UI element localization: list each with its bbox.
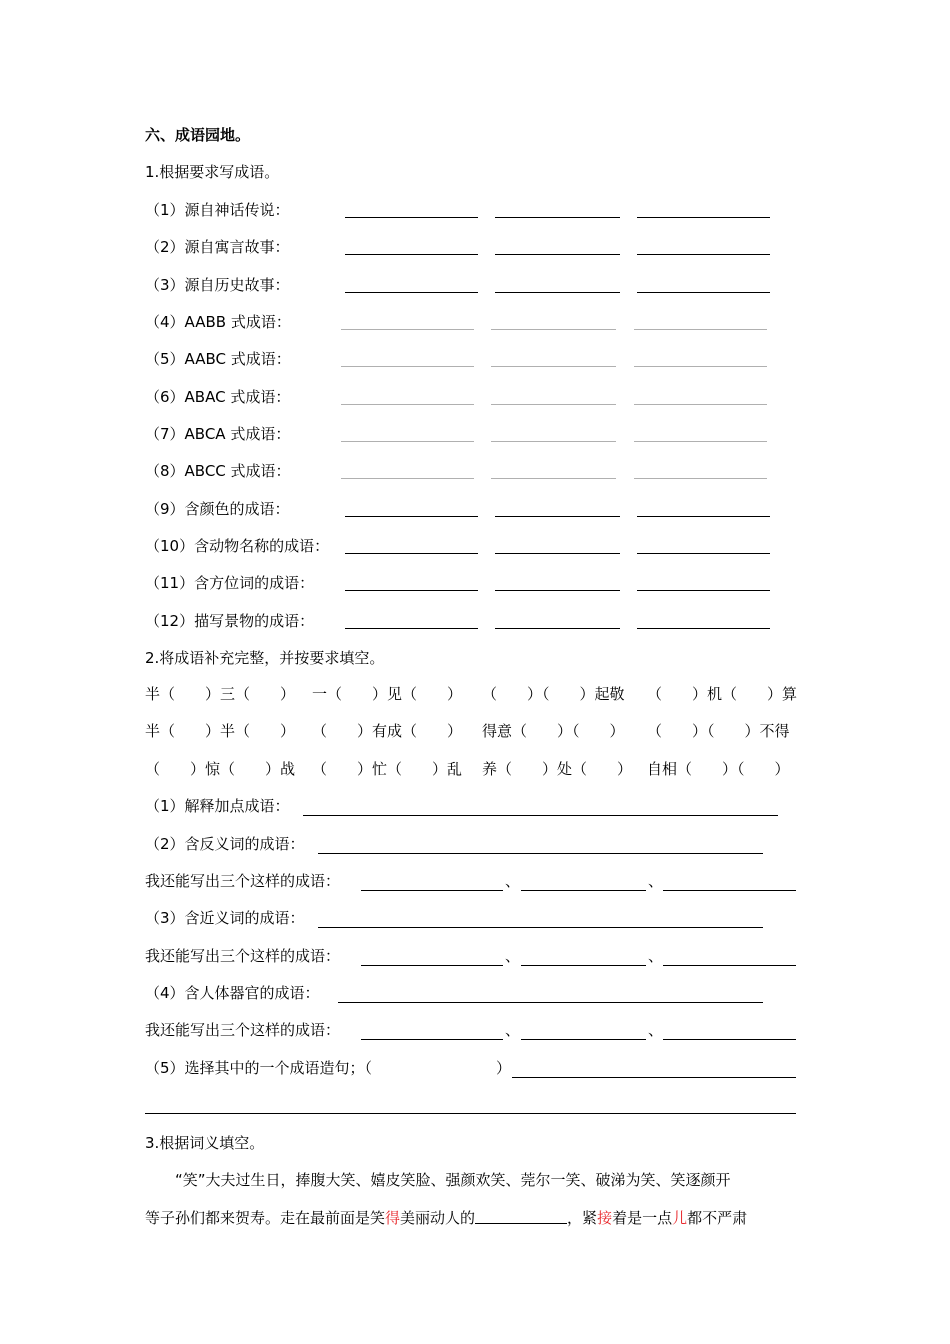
highlight-char: 得: [385, 1209, 401, 1227]
answer-blank[interactable]: [634, 441, 767, 442]
idiom-cell: （ ）（ ）不得: [647, 722, 790, 740]
answer-blank[interactable]: [145, 1113, 796, 1114]
text-segment: 着是一点: [612, 1209, 673, 1227]
answer-blank[interactable]: [495, 553, 620, 554]
idiom-cell: 得意（ ）（ ）: [482, 722, 625, 740]
separator-mark: 、: [505, 872, 521, 890]
idiom-row: [145, 759, 805, 779]
answer-blank[interactable]: [341, 404, 474, 405]
q1-item-label: （9）含颜色的成语：: [145, 500, 290, 518]
text-segment: 都不严肃: [687, 1209, 748, 1227]
idiom-row: [145, 684, 805, 704]
q1-item-label: （6）ABAC 式成语：: [145, 388, 291, 406]
q2-title: 2.将成语补充完整，并按要求填空。: [145, 649, 385, 667]
q2-sub2-label: （2）含反义词的成语：: [145, 835, 305, 853]
q1-item-label: （2）源自寓言故事：: [145, 238, 290, 256]
answer-blank[interactable]: [495, 254, 620, 255]
answer-blank[interactable]: [512, 1077, 796, 1078]
answer-blank[interactable]: [491, 441, 616, 442]
answer-blank[interactable]: [495, 292, 620, 293]
text-segment: 等子孙们都来贺寿。走在最前面是笑: [145, 1209, 386, 1227]
separator-mark: 、: [648, 947, 664, 965]
q1-item-label: （7）ABCA 式成语：: [145, 425, 291, 443]
q2-sub4-label: （4）含人体器官的成语：: [145, 984, 320, 1002]
answer-blank[interactable]: [663, 1039, 796, 1040]
q2-more3-label: 我还能写出三个这样的成语：: [145, 1021, 341, 1039]
answer-blank[interactable]: [345, 516, 478, 517]
answer-blank[interactable]: [345, 254, 478, 255]
answer-blank[interactable]: [495, 628, 620, 629]
answer-blank[interactable]: [634, 366, 767, 367]
q1-item-label: （8）ABCC 式成语：: [145, 462, 291, 480]
idiom-cell: （ ）机（ ）算: [647, 685, 798, 703]
idiom-cell: 半（ ）半（ ）: [145, 722, 296, 740]
answer-blank[interactable]: [521, 965, 646, 966]
answer-blank[interactable]: [495, 217, 620, 218]
answer-blank[interactable]: [637, 590, 770, 591]
answer-blank[interactable]: [637, 553, 770, 554]
answer-blank[interactable]: [637, 628, 770, 629]
answer-blank[interactable]: [637, 292, 770, 293]
q3-paragraph-line1: “笑”大夫过生日，捧腹大笑、嬉皮笑脸、强颜欢笑、莞尔一笑、破涕为笑、笑逐颜开: [175, 1171, 731, 1189]
answer-blank[interactable]: [341, 441, 474, 442]
answer-blank[interactable]: [345, 628, 478, 629]
separator-mark: 、: [505, 947, 521, 965]
answer-blank[interactable]: [634, 404, 767, 405]
idiom-cell: 一（ ）见（ ）: [312, 685, 463, 703]
highlight-char: 儿: [672, 1209, 688, 1227]
text-segment: 美丽动人的: [400, 1209, 476, 1227]
q2-sub5-label: （5）选择其中的一个成语造句；（: [145, 1059, 373, 1077]
answer-blank[interactable]: [663, 890, 796, 891]
idiom-row: [145, 721, 805, 741]
idiom-cell: 养（ ）处（ ）: [482, 760, 633, 778]
answer-blank[interactable]: [495, 590, 620, 591]
q1-item-label: （4）AABB 式成语：: [145, 313, 291, 331]
answer-blank[interactable]: [491, 404, 616, 405]
separator-mark: 、: [648, 1021, 664, 1039]
answer-blank[interactable]: [341, 329, 474, 330]
answer-blank[interactable]: [341, 478, 474, 479]
separator-mark: 、: [648, 872, 664, 890]
answer-blank[interactable]: [361, 890, 503, 891]
q3-title: 3.根据词义填空。: [145, 1134, 265, 1152]
answer-blank[interactable]: [318, 853, 763, 854]
idiom-cell: （ ）忙（ ）乱: [312, 760, 463, 778]
idiom-cell: （ ）（ ）起敬: [482, 685, 625, 703]
q1-item-label: （1）源自神话传说：: [145, 201, 290, 219]
answer-blank[interactable]: [491, 329, 616, 330]
answer-blank[interactable]: [338, 1002, 763, 1003]
text-segment: ，紧: [567, 1209, 598, 1227]
answer-blank[interactable]: [634, 478, 767, 479]
separator-mark: 、: [505, 1021, 521, 1039]
answer-blank[interactable]: [361, 965, 503, 966]
answer-blank[interactable]: [341, 366, 474, 367]
q2-sub3-label: （3）含近义词的成语：: [145, 909, 305, 927]
answer-blank[interactable]: [491, 478, 616, 479]
q1-item-label: （11）含方位词的成语：: [145, 574, 315, 592]
q1-item-label: （5）AABC 式成语：: [145, 350, 291, 368]
q1-item-label: （3）源自历史故事：: [145, 276, 290, 294]
answer-blank[interactable]: [663, 965, 796, 966]
answer-blank[interactable]: [361, 1039, 503, 1040]
idiom-cell: （ ）有成（ ）: [312, 722, 463, 740]
q1-item-label: （12）描写景物的成语：: [145, 612, 315, 630]
answer-blank[interactable]: [345, 590, 478, 591]
q2-more1-label: 我还能写出三个这样的成语：: [145, 872, 341, 890]
answer-blank[interactable]: [475, 1208, 567, 1224]
answer-blank[interactable]: [345, 553, 478, 554]
idiom-cell: （ ）惊（ ）战: [145, 760, 296, 778]
idiom-cell: 半（ ）三（ ）: [145, 685, 296, 703]
answer-blank[interactable]: [318, 927, 763, 928]
answer-blank[interactable]: [303, 815, 778, 816]
q1-title: 1.根据要求写成语。: [145, 163, 280, 181]
answer-blank[interactable]: [495, 516, 620, 517]
q3-paragraph-line2: [145, 1208, 810, 1228]
q2-sub5-close-paren: ）: [496, 1059, 512, 1077]
answer-blank[interactable]: [637, 516, 770, 517]
q2-more2-label: 我还能写出三个这样的成语：: [145, 947, 341, 965]
answer-blank[interactable]: [637, 254, 770, 255]
q1-item-label: （10）含动物名称的成语：: [145, 537, 330, 555]
section-title: 六、成语园地。: [145, 126, 251, 144]
highlight-char: 接: [597, 1209, 613, 1227]
q2-sub1-label: （1）解释加点成语：: [145, 797, 290, 815]
answer-blank[interactable]: [345, 217, 478, 218]
idiom-cell: 自相（ ）（ ）: [647, 760, 790, 778]
answer-blank[interactable]: [491, 366, 616, 367]
answer-blank[interactable]: [637, 217, 770, 218]
answer-blank[interactable]: [521, 890, 646, 891]
answer-blank[interactable]: [345, 292, 478, 293]
answer-blank[interactable]: [521, 1039, 646, 1040]
answer-blank[interactable]: [634, 329, 767, 330]
